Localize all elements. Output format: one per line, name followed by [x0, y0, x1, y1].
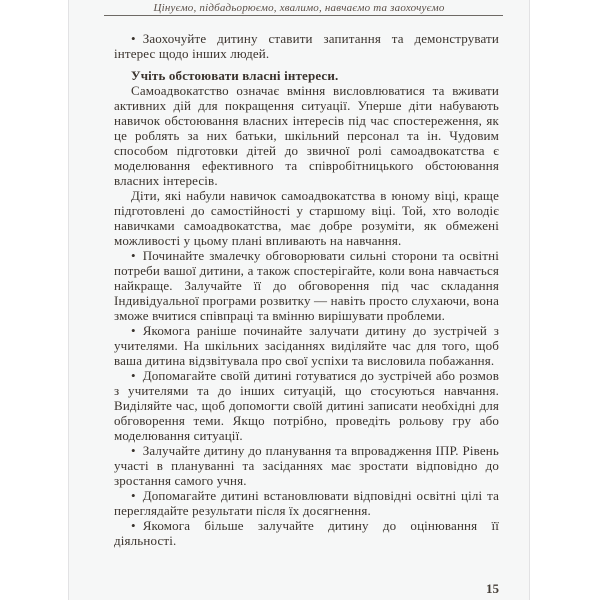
bullet-icon: •: [131, 31, 136, 46]
bullet-icon: •: [131, 248, 136, 263]
bullet-icon: •: [131, 323, 136, 338]
bullet-item: [114, 248, 499, 323]
bullet-icon: •: [131, 368, 136, 383]
section-heading: Учіть обстоювати власні інтереси.: [131, 68, 339, 83]
bullet-item: [114, 518, 499, 548]
paragraph: Самоадвокатство означає вміння висловлюватися та вживати активних дій для покращення ситуації. Уперше діти набувають навичок обстоювання власних інтересів під час спостереження, як це роблять за них батьки, шкільний персонал та ін. Чудовим способом підготовки дітей до звичної ролі самоадвокатства є моделювання ефективного та співробітницького обстоювання власних інтересів.: [114, 83, 499, 188]
paragraph: Діти, які набули навичок самоадвокатства в юному віці, краще підготовлені до самостійності у старшому віці. Той, хто володіє навичками самоадвокатства, має добре розуміти, як обмежені можливості у цьому плані впливають на навчання.: [114, 188, 499, 248]
bullet-text: Якомога більше залучайте дитину до оцінювання її діяльності.: [114, 518, 499, 548]
bullet-item: [114, 368, 499, 443]
running-head: Цінуємо, підбадьорюємо, хвалимо, навчаємо та заохочуємо: [153, 2, 445, 14]
bullet-text: Допомагайте дитині встановлювати відповідні освітні цілі та переглядайте результати після їх досягнення.: [114, 488, 499, 518]
text-column: [114, 31, 499, 548]
bullet-text: Залучайте дитину до планування та впровадження ІПР. Рівень участі в плануванні та засіданнях має зростати відповідно до зростання самого учня.: [114, 443, 499, 488]
bullet-item: [114, 488, 499, 518]
bullet-item: [114, 31, 499, 61]
book-page: [68, 0, 530, 600]
header-rule: [104, 15, 503, 16]
bullet-text: Якомога раніше починайте залучати дитину до зустрічей з учителями. На шкільних засіданнях виділяйте час для того, щоб ваша дитина відзвітувала про свої успіхи та висловила побажання.: [114, 323, 499, 368]
bullet-icon: •: [131, 488, 136, 503]
bullet-text: Заохочуйте дитину ставити запитання та демонструвати інтерес щодо інших людей.: [114, 31, 499, 61]
bullet-text: Допомагайте своїй дитині готуватися до зустрічей або розмов з учителями та до інших ситуацій, що стосуються навчання. Виділяйте час, щоб допомогти своїй дитині записати необхідні для обговорення теми. Якщо потрібно, проведіть рольову гру або моделювання ситуації.: [114, 368, 499, 443]
bullet-item: [114, 443, 499, 488]
bullet-icon: •: [131, 443, 136, 458]
bullet-text: Починайте змалечку обговорювати сильні сторони та освітні потреби вашої дитини, а також спостерігайте, коли вона навчається найкраще. Залучайте її до обговорення під час складання Індивідуальної програми розвитку — навіть просто слухаючи, вона зможе вчитися співпраці та вмінню вирішувати проблеми.: [114, 248, 499, 323]
bullet-item: [114, 323, 499, 368]
bullet-icon: •: [131, 518, 136, 533]
page-number: 15: [486, 581, 499, 596]
